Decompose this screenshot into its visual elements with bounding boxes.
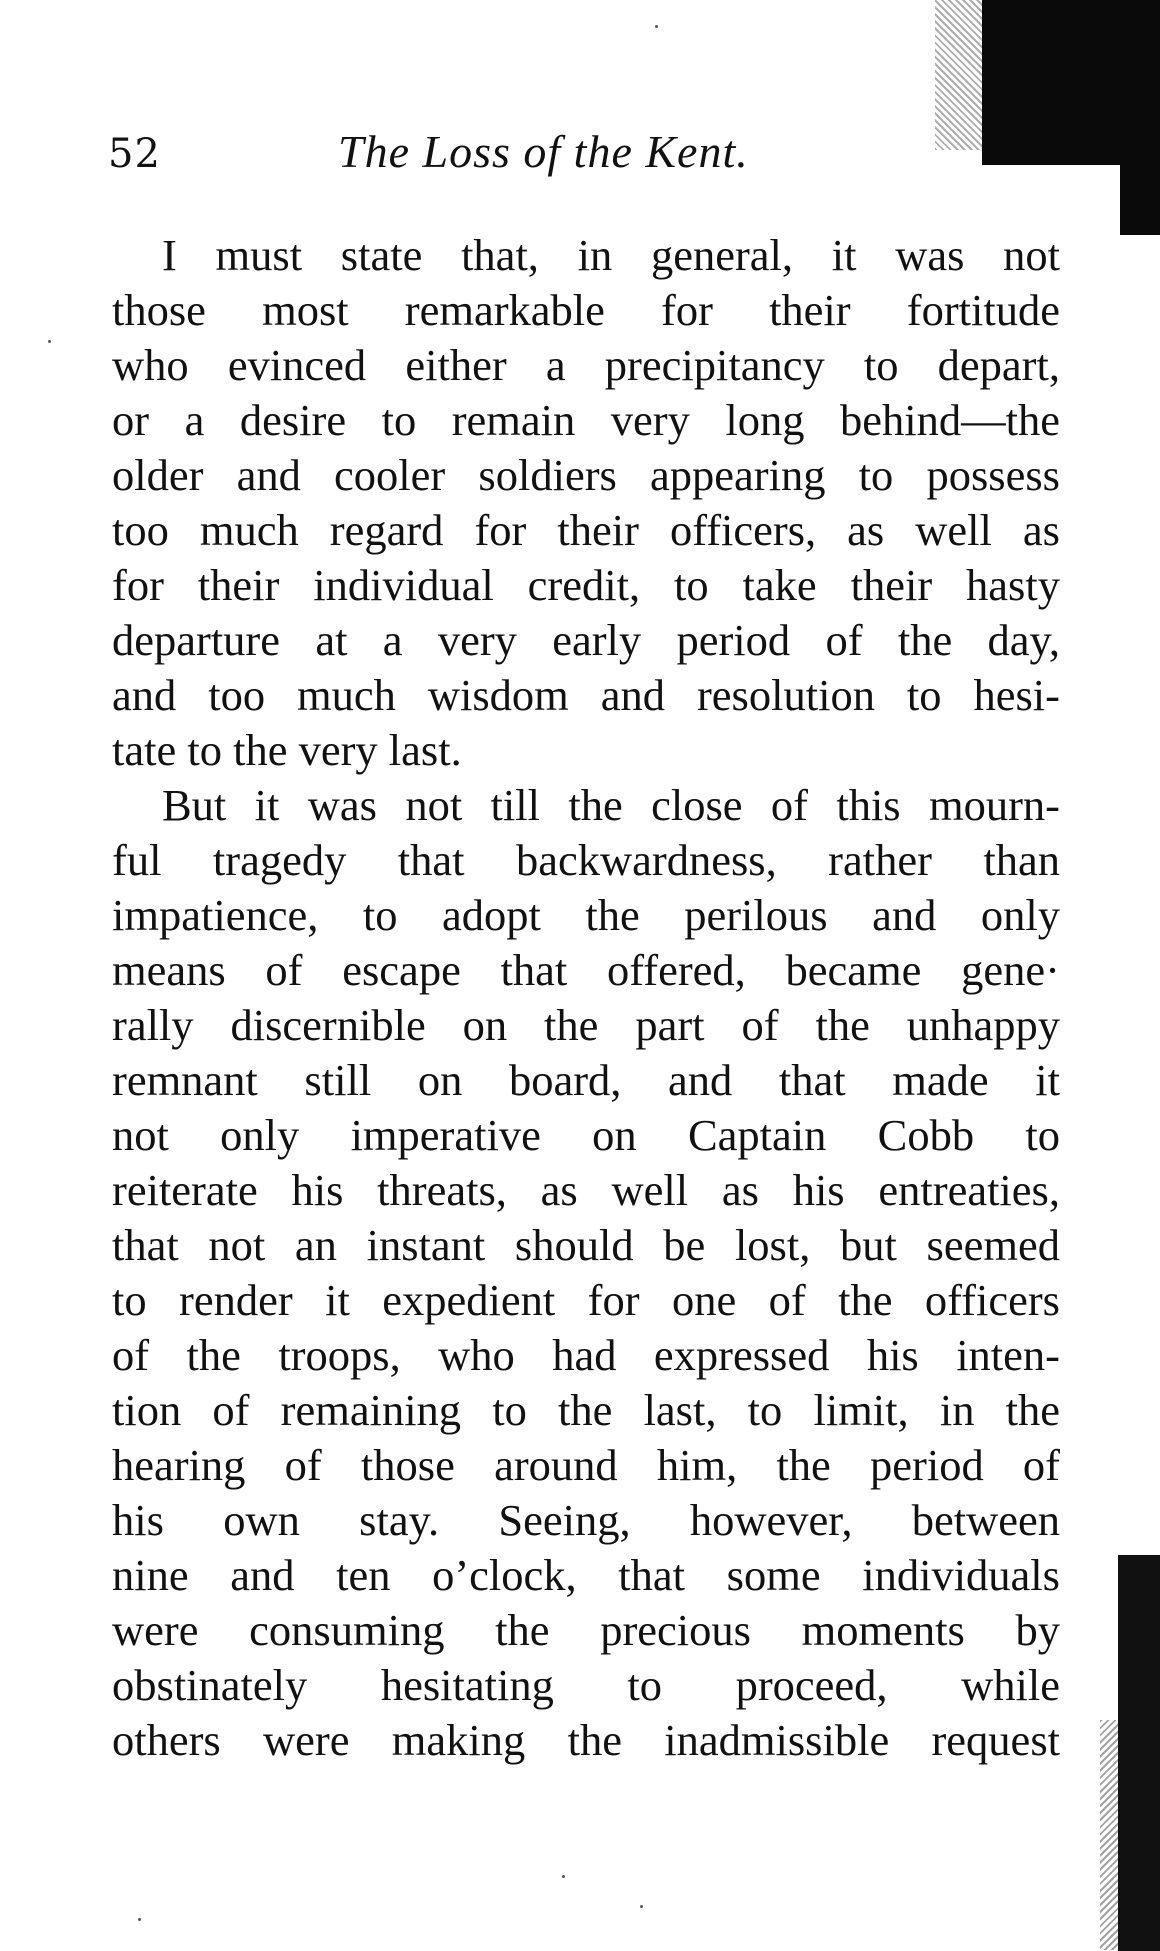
text-line: older and cooler soldiers appearing to possess [112, 450, 1060, 500]
text-line: those most remarkable for their fortitude [112, 285, 1060, 335]
text-line: who evinced either a precipitancy to depart, [112, 340, 1060, 390]
text-line: hearing of those around him, the period of [112, 1440, 1060, 1490]
text-line: ful tragedy that backwardness, rather than [112, 835, 1060, 885]
text-line: tion of remaining to the last, to limit, in the [112, 1385, 1060, 1435]
scan-edge-artifact [982, 0, 1160, 165]
text-line: not only imperative on Captain Cobb to [112, 1110, 1060, 1160]
page-header [108, 125, 1008, 185]
body-text [112, 228, 1060, 1768]
text-line: rally discernible on the part of the unhappy [112, 1000, 1060, 1050]
text-line: means of escape that offered, became gene· [112, 945, 1060, 995]
page-number: 52 [108, 131, 161, 177]
text-line: I must state that, in general, it was not [162, 230, 1060, 280]
scan-speck [48, 340, 51, 343]
scan-speck [138, 1918, 141, 1921]
text-line: nine and ten o’clock, that some individuals [112, 1550, 1060, 1600]
text-line: too much regard for their officers, as well as [112, 505, 1060, 555]
scan-edge-artifact [1118, 1555, 1160, 1951]
scan-speck [562, 1875, 565, 1878]
text-line: or a desire to remain very long behind—the [112, 395, 1060, 445]
text-line: obstinately hesitating to proceed, while [112, 1660, 1060, 1710]
text-line: to render it expedient for one of the officers [112, 1275, 1060, 1325]
scan-speck [655, 25, 658, 28]
text-line: departure at a very early period of the day, [112, 615, 1060, 665]
text-line: others were making the inadmissible request [112, 1715, 1060, 1765]
text-line: tate to the very last. [112, 725, 462, 775]
text-line: But it was not till the close of this mourn- [162, 780, 1060, 830]
text-line: his own stay. Seeing, however, between [112, 1495, 1060, 1545]
scan-edge-artifact [1100, 1720, 1120, 1950]
text-line: for their individual credit, to take their hasty [112, 560, 1060, 610]
text-line: remnant still on board, and that made it [112, 1055, 1060, 1105]
text-line: were consuming the precious moments by [112, 1605, 1060, 1655]
text-line: and too much wisdom and resolution to hesi- [112, 670, 1060, 720]
scan-speck [640, 1905, 643, 1908]
text-line: that not an instant should be lost, but seemed [112, 1220, 1060, 1270]
scan-edge-artifact [1120, 150, 1160, 235]
text-line: of the troops, who had expressed his inten- [112, 1330, 1060, 1380]
text-line: reiterate his threats, as well as his entreaties, [112, 1165, 1060, 1215]
text-line: impatience, to adopt the perilous and only [112, 890, 1060, 940]
running-title: The Loss of the Kent. [338, 126, 749, 177]
